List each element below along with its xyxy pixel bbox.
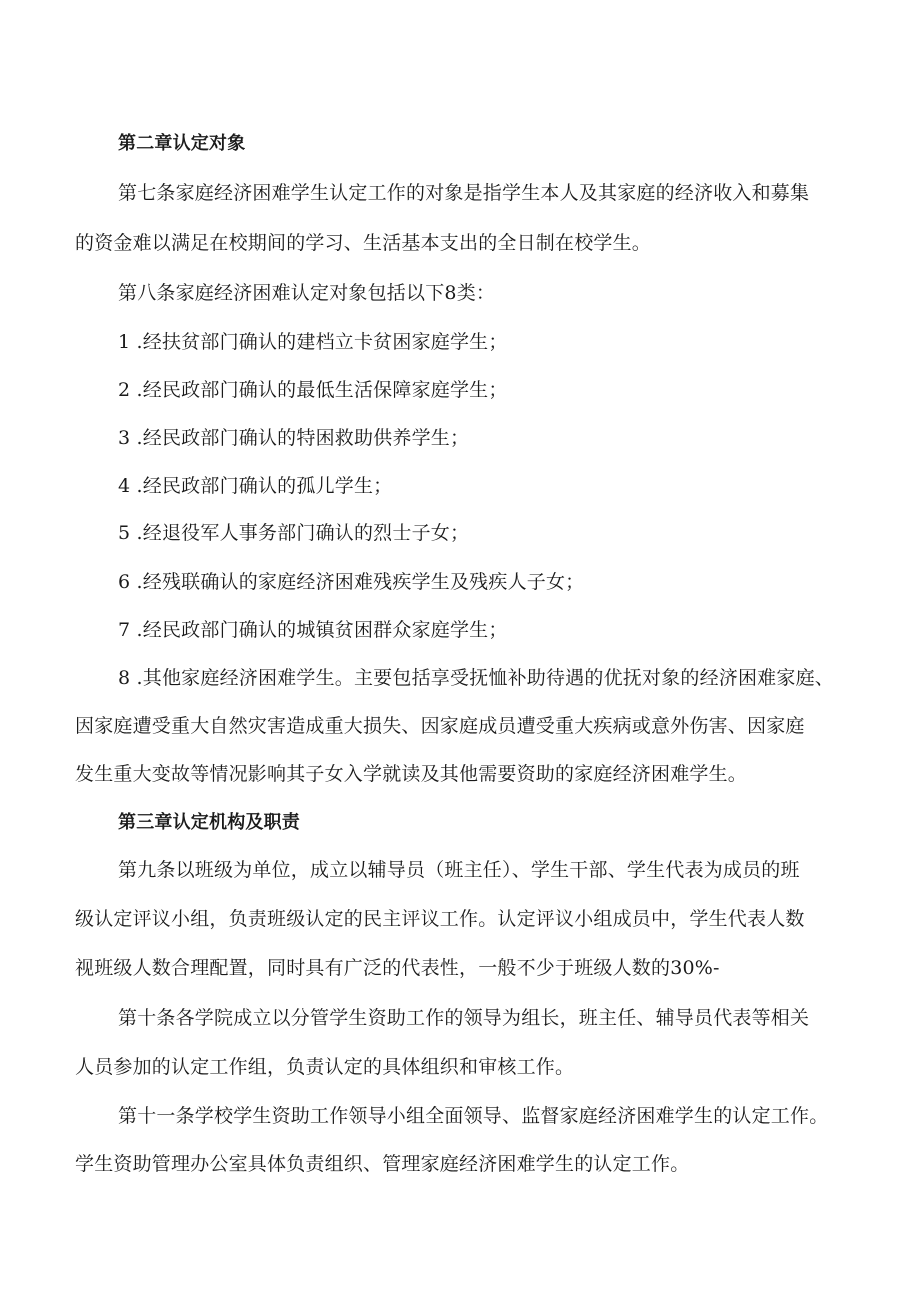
article-7-line-1: 第七条家庭经济困难学生认定工作的对象是指学生本人及其家庭的经济收入和募集	[118, 182, 810, 204]
article-8-item-3: 3 .经民政部门确认的特困救助供养学生；	[118, 427, 470, 449]
article-9-line-1: 第九条以班级为单位，成立以辅导员（班主任）、学生干部、学生代表为成员的班	[118, 859, 800, 881]
article-8-item-7: 7 .经民政部门确认的城镇贫困群众家庭学生；	[118, 619, 508, 641]
article-11-line-2: 学生资助管理办公室具体负责组织、管理家庭经济困难学生的认定工作。	[75, 1153, 690, 1175]
article-8-item-2: 2 .经民政部门确认的最低生活保障家庭学生；	[118, 379, 508, 401]
article-9-line-3: 视班级人数合理配置，同时具有广泛的代表性，一般不少于班级人数的30%-	[75, 957, 720, 979]
article-8-intro: 第八条家庭经济困难认定对象包括以下8类：	[118, 282, 496, 304]
article-8-item-1: 1 .经扶贫部门确认的建档立卡贫困家庭学生；	[118, 331, 508, 353]
article-10-line-1: 第十条各学院成立以分管学生资助工作的领导为组长，班主任、辅导员代表等相关	[118, 1007, 810, 1029]
chapter-2-heading: 第二章认定对象	[118, 133, 246, 154]
article-9-line-2: 级认定评议小组，负责班级认定的民主评议工作。认定评议小组成员中，学生代表人数	[75, 908, 805, 930]
article-8-item-6: 6 .经残联确认的家庭经济困难残疾学生及残疾人子女；	[118, 571, 585, 593]
chapter-3-heading: 第三章认定机构及职责	[118, 812, 300, 833]
article-8-item-5: 5 .经退役军人事务部门确认的烈士子女；	[118, 522, 470, 544]
article-8-item-8-line-2: 因家庭遭受重大自然灾害造成重大损失、因家庭成员遭受重大疾病或意外伤害、因家庭	[75, 715, 805, 737]
article-10-line-2: 人员参加的认定工作组，负责认定的具体组织和审核工作。	[75, 1056, 575, 1078]
article-11-line-1: 第十一条学校学生资助工作领导小组全面领导、监督家庭经济困难学生的认定工作。	[118, 1105, 829, 1127]
article-8-item-4: 4 .经民政部门确认的孤儿学生；	[118, 475, 393, 497]
article-7-line-2: 的资金难以满足在校期间的学习、生活基本支出的全日制在校学生。	[75, 232, 652, 254]
article-8-item-8-line-3: 发生重大变故等情况影响其子女入学就读及其他需要资助的家庭经济困难学生。	[75, 763, 748, 785]
article-8-item-8-line-1: 8 .其他家庭经济困难学生。主要包括享受抚恤补助待遇的优抚对象的经济困难家庭、	[118, 667, 834, 689]
